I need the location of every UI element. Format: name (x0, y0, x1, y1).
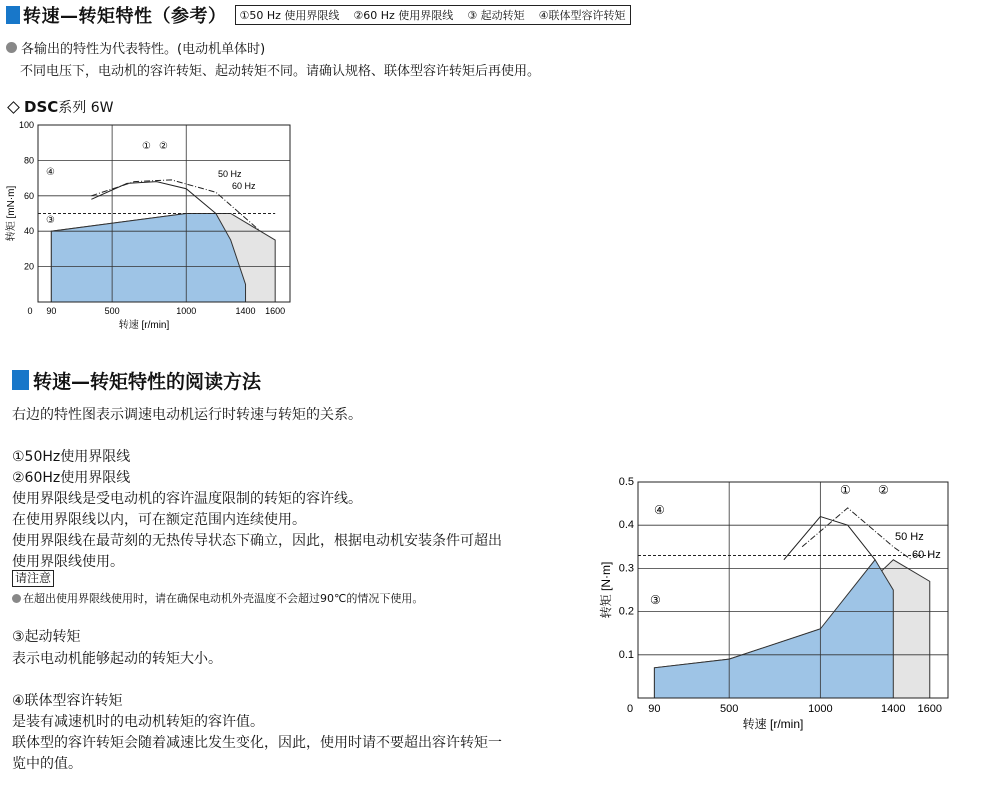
item-2-line: 在使用界限线以内，可在额定范围内连续使用。 (12, 512, 306, 528)
legend-box (235, 5, 631, 25)
x-tick-label: 1400 (235, 306, 256, 316)
y-tick-label: 0.4 (618, 519, 634, 532)
note-text-content: 在超出使用界限线使用时，请在确保电动机外壳温度不会超过90℃的情况下使用。 (23, 592, 424, 605)
y-tick-label: 0.3 (618, 562, 634, 575)
label-50hz: 50 Hz (218, 169, 242, 179)
x-tick-label: 1600 (917, 703, 943, 715)
label-60hz: 60 Hz (232, 181, 256, 191)
y-tick-label: 100 (18, 120, 34, 130)
legend-item-2: ②60 Hz 使用界限线 (353, 9, 454, 22)
y-tick-label: 0.2 (618, 605, 634, 618)
series-title (6, 97, 113, 117)
limit-line-50hz (91, 182, 216, 214)
chart-large (590, 470, 990, 745)
series-name: DSC (24, 98, 59, 116)
diamond-icon (7, 101, 20, 114)
section-2-desc: 右边的特性图表示调速电动机运行时转速与转矩的关系。 (12, 407, 362, 423)
x-tick-label: 1400 (881, 703, 906, 715)
x-tick-label: 90 (46, 306, 57, 316)
section-header (6, 4, 631, 26)
label-50hz: 50 Hz (895, 531, 924, 543)
x-tick-label: 90 (648, 703, 661, 715)
x-tick-label: 1000 (176, 306, 197, 316)
legend-item-3: ③ 起动转矩 (467, 9, 525, 22)
bullet-icon (12, 594, 21, 603)
x-tick-label: 1600 (265, 306, 286, 316)
item-1-title: ①50Hz使用界限线 (12, 449, 131, 465)
item-2-line: 使用界限线使用。 (12, 554, 124, 570)
bullet-icon (6, 42, 17, 53)
blue-square-icon (12, 370, 29, 390)
x-tick-label: 1000 (808, 703, 833, 715)
item-2-line: 使用界限线在最苛刻的无热传导状态下确立，因此，根据电动机安装条件可超出 (12, 533, 502, 549)
y-tick-label: 80 (23, 155, 34, 166)
section-2-header (12, 368, 261, 392)
x-tick-label: 0 (626, 703, 634, 715)
item-3-title: ③起动转矩 (12, 629, 81, 645)
label-60hz: 60 Hz (912, 549, 941, 561)
item-4-line: 联体型的容许转矩会随着减速比发生变化，因此，使用时请不要超出容许转矩一 (12, 735, 502, 751)
y-tick-label: 20 (23, 261, 34, 272)
intro-text-1: 各输出的特性为代表特性。(电动机单体时) (21, 42, 266, 57)
callout-1: ① (840, 483, 851, 497)
callout-1: ① (142, 141, 151, 152)
note-label: 请注意 (12, 570, 54, 587)
callout-3: ③ (46, 215, 55, 226)
item-3-text: 表示电动机能够起动的转矩大小。 (12, 651, 222, 667)
x-tick-label: 0 (27, 306, 33, 316)
callout-2: ② (878, 483, 889, 497)
legend-item-1: ①50 Hz 使用界限线 (239, 9, 340, 22)
blue-square-icon (6, 6, 20, 24)
callout-4: ④ (46, 167, 55, 178)
item-4-title: ④联体型容许转矩 (12, 693, 123, 709)
y-axis-label: 转矩 [mN·m] (6, 185, 17, 242)
legend-item-4: ④联体型容许转矩 (538, 9, 626, 22)
callout-4: ④ (654, 503, 665, 517)
x-tick-label: 500 (104, 306, 120, 316)
item-2-line: 使用界限线是受电动机的容许温度限制的转矩的容许线。 (12, 491, 362, 507)
item-4-line: 览中的值。 (12, 756, 82, 772)
x-axis-label: 转速 [r/min] (742, 717, 804, 731)
x-axis-label: 转速 [r/min] (118, 320, 170, 331)
callout-2: ② (159, 141, 168, 152)
x-tick-label: 500 (719, 703, 739, 715)
callout-3: ③ (650, 593, 661, 607)
y-tick-label: 60 (23, 190, 34, 201)
y-tick-label: 40 (23, 226, 34, 237)
item-2-title: ②60Hz使用界限线 (12, 470, 131, 486)
page-title: 转速—转矩特性（参考） (23, 6, 227, 27)
series-suffix: 系列 6W (58, 100, 114, 116)
area-50hz (654, 560, 893, 698)
intro-line-1 (6, 38, 265, 57)
y-tick-label: 0.1 (618, 648, 634, 661)
y-axis-label: 转矩 [N·m] (599, 561, 613, 619)
area-50hz (51, 214, 245, 303)
chart-small (0, 115, 300, 335)
section-2-title: 转速—转矩特性的阅读方法 (33, 370, 262, 393)
intro-line-2: 不同电压下，电动机的容许转矩、起动转矩不同。请确认规格、联体型容许转矩后再使用。 (20, 64, 541, 79)
item-4-line: 是装有减速机时的电动机转矩的容许值。 (12, 714, 264, 730)
note-text (12, 590, 423, 606)
y-tick-label: 0.5 (618, 476, 634, 488)
